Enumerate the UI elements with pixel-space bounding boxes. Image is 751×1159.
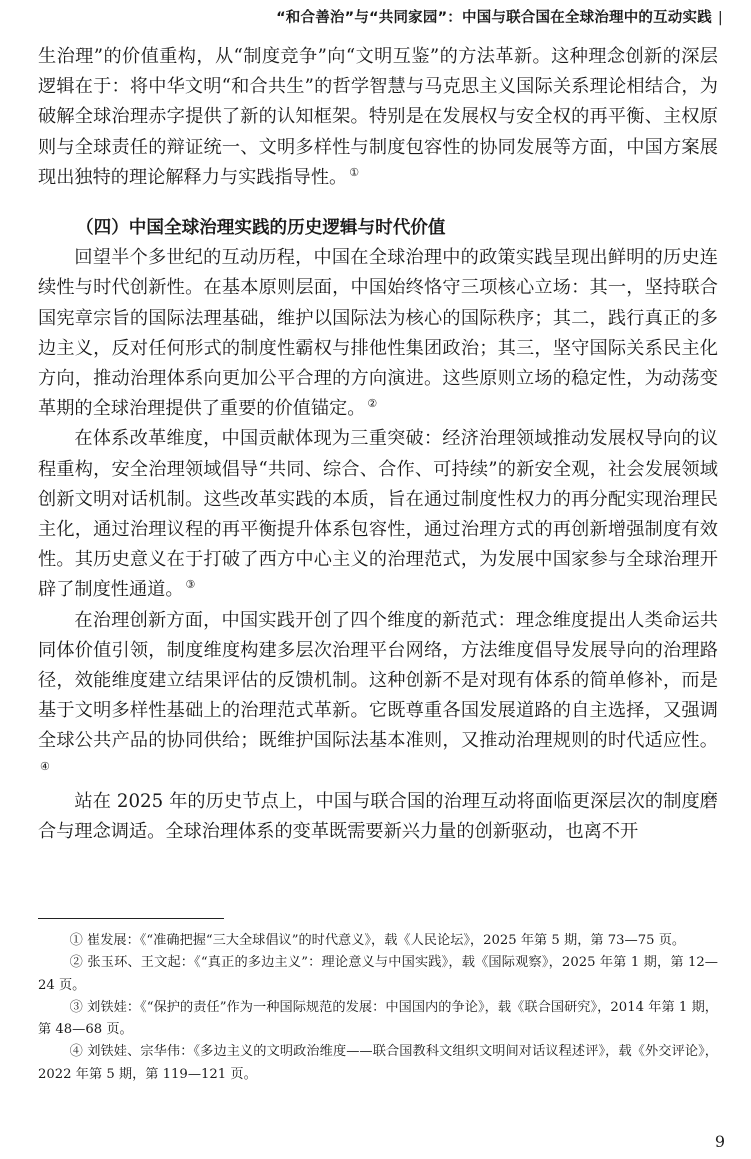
paragraph-text: 回望半个多世纪的互动历程，中国在全球治理中的政策实践呈现出鲜明的历史连续性与时代创新性。在基本原则层面，中国始终恪守三项核心立场：其一，坚持联合国宪章宗旨的国际法理基础，维护以国际法为核心的国际秩序；其二，践行真正的多边主义，反对任何形式的制度性霸权与排他性集团政治；其三，坚守国际关系民主化方向，推动治理体系向更加公平合理的方向演进。这些原则立场的稳定性，为动荡变革期的全球治理提供了重要的价值锚定。 [38,247,718,420]
running-header [276,6,723,27]
main-body-text [38,42,718,847]
paragraph-text: 生治理”的价值重构，从“制度竞争”向“文明互鉴”的方法革新。这种理念创新的深层逻辑在于：将中华文明“和合共生”的哲学智慧与马克思主义国际关系理论相结合，为破解全球治理赤字提供了新的认知框架。特别是在发展权与安全权的再平衡、主权原则与全球责任的辩证统一、文明多样性与制度包容性的协同发展等方面，中国方案展现出独特的理论解释力与实践指导性。 [38,46,718,188]
footnote-1: ① 崔发展：《“准确把握“三大全球倡议”的时代意义》，载《人民论坛》，2025 年第 5 期，第 73—75 页。 [69,933,686,948]
footnote-3: ③ 刘铁娃：《“保护的责任”作为一种国际规范的发展：中国国内的争论》，载《联合国研究》，2014 年第 1 期，第 48—68 页。 [38,999,718,1038]
paragraph [38,424,718,605]
paragraph-continued [38,42,718,193]
footnote-2: ② 张玉环、王文起：《“真正的多边主义”：理论意义与中国实践》，载《国际观察》，2025 年第 1 期，第 12—24 页。 [38,955,718,993]
page-number: 9 [714,1132,725,1151]
footnotes [38,930,718,1086]
paragraph [38,606,718,787]
section-heading: （四）中国全球治理实践的历史逻辑与时代价值 [76,218,446,239]
paragraph [38,787,718,847]
footnote-ref-2[interactable]: ② [367,397,378,411]
paragraph-text: 在治理创新方面，中国实践开创了四个维度的新范式：理念维度提出人类命运共同体价值引领，制度维度构建多层次治理平台网络，方法维度倡导发展导向的治理路径，效能维度建立结果评估的反馈机制。这种创新不是对现有体系的简单修补，而是基于文明多样性基础上的治理范式革新。它既尊重各国发展道路的自主选择，又强调全球公共产品的协同供给；既维护国际法基本准则，又推动治理规则的时代适应性。 [38,609,718,752]
running-title: “和合善治”与“共同家园”：中国与联合国在全球治理中的互动实践 [276,10,712,26]
paragraph-text: 在体系改革维度，中国贡献体现为三重突破：经济治理领域推动发展权导向的议程重构，安全治理领域倡导“共同、综合、合作、可持续”的新安全观，社会发展领域创新文明对话机制。这些改革实践的本质，旨在通过制度性权力的再分配实现治理民主化，通过治理议程的再平衡提升体系包容性，通过治理方式的再创新增强制度有效性。其历史意义在于打破了西方中心主义的治理范式，为发展中国家参与全球治理开辟了制度性通道。 [38,428,718,601]
paragraph-text: 站在 2025 年的历史节点上，中国与联合国的治理互动将面临更深层次的制度磨合与理念调适。全球治理体系的变革既需要新兴力量的创新驱动，也离不开 [38,790,718,843]
footnote-divider [38,918,224,919]
paragraph [38,243,718,424]
header-separator: | [717,10,723,26]
footnote-ref-1[interactable]: ① [349,165,360,179]
footnote-ref-3[interactable]: ③ [185,578,196,592]
footnote-ref-4[interactable]: ④ [40,759,50,773]
footnote-4: ④ 刘铁娃、宗华伟：《多边主义的文明政治维度——联合国教科文组织文明间对话议程述评》，载《外交评论》，2022 年第 5 期，第 119—121 页。 [38,1044,718,1082]
